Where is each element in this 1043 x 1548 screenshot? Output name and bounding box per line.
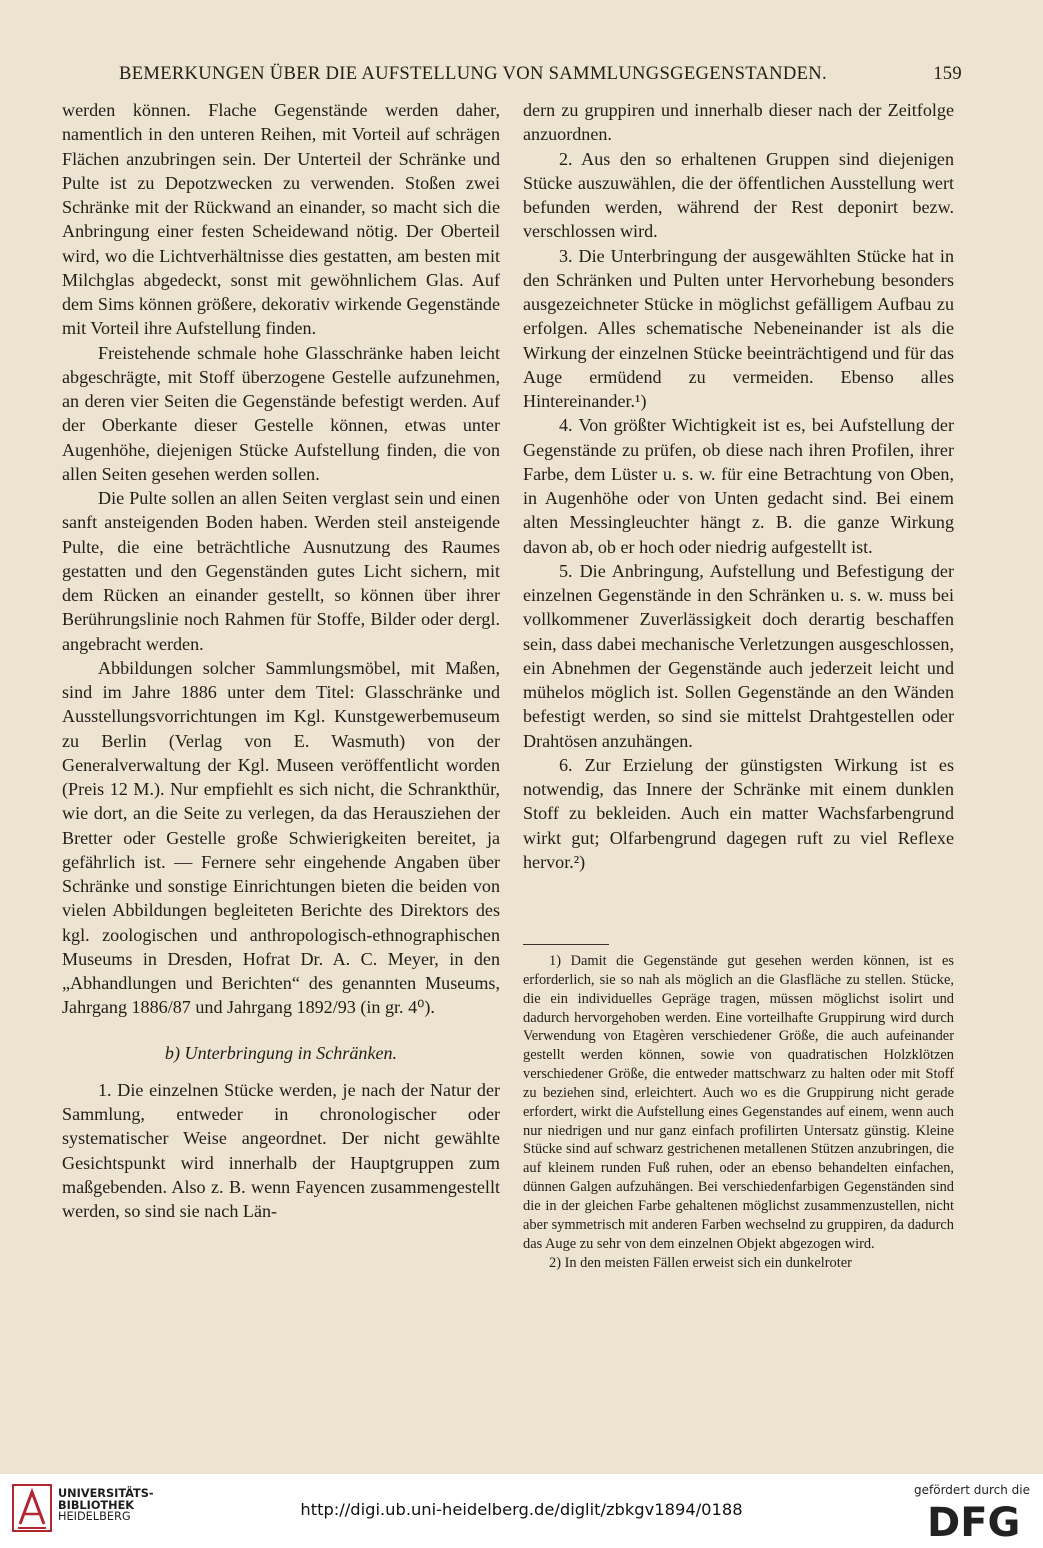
footnotes bbox=[523, 952, 954, 1272]
running-header bbox=[62, 61, 962, 89]
paragraph: Abbildungen solcher Sammlungsmöbel, mit Maßen, sind im Jahre 1886 unter dem Titel: Glasschränke und Ausstellungsvorrichtungen im Kgl. Kunstgewerbemuseum zu Berlin (Verlag von E. Wasmuth) von der Generalverwaltung der Kgl. Museen veröffentlicht worden (Preis 12 M.). Nur empfiehlt es sich nicht, die Schrankthür, wie dort, an die Seite zu verlegen, da das Herausziehen der Bretter oder Gestelle große Schwierigkeiten bereitet, ja gefährlich ist. — Fernere sehr eingehende Angaben über Schränke und sonstige Einrichtungen bieten die beiden von vielen Abbildungen begleiteten Berichte des Direktors des kgl. zoologischen und anthropologisch-ethnographischen Museums in Dresden, Hofrat Dr. A. C. Meyer, in den „Abhandlungen und Berichten“ des genannten Museums, Jahrgang 1886/87 und Jahrgang 1892/93 (in gr. 4⁰). bbox=[62, 657, 500, 1018]
paragraph: dern zu gruppiren und innerhalb dieser nach der Zeitfolge anzuordnen. bbox=[523, 100, 954, 145]
section-subheading: b) Unterbringung in Schränken. bbox=[164, 1042, 398, 1063]
paragraph: 3. Die Unterbringung der ausgewählten Stücke hat in den Schränken und Pulten unter Hervorhebung besonders ausgezeichneter Stücke in möglichst gefälligem Aufbau zu erfolgen. Alles schematische Nebeneinander ist als die Wirkung der einzelnen Stücke beeinträchtigend und für das Auge ermüdend zu vermeiden. Ebenso alles Hintereinander.¹) bbox=[523, 245, 954, 411]
footnote: 2) In den meisten Fällen erweist sich ein dunkelroter bbox=[549, 1254, 852, 1271]
permalink[interactable]: http://digi.ub.uni-heidelberg.de/diglit/zbkgv1894/0188 bbox=[300, 1500, 743, 1519]
right-column bbox=[523, 98, 954, 874]
library-name bbox=[58, 1488, 258, 1523]
paragraph: 4. Von größter Wichtigkeit ist es, bei Aufstellung der Gegenstände zu prüfen, ob diese nach ihren Profilen, ihrer Farbe, dem Lüster u. s. w. für eine Betrachtung von Oben, in Augenhöhe oder von Unten gedacht sind. Bei einem alten Messingleuchter hängt z. B. die ganze Wirkung davon ab, ob er hoch oder niedrig aufgestellt ist. bbox=[523, 415, 954, 557]
footnote: 1) Damit die Gegenstände gut gesehen werden können, ist es erforderlich, sie so nah als möglich an die Glasfläche zu stellen. Stücke, die ein individuelles Gepräge tragen, müssen möglichst isolirt und dadurch hervorgehoben werden. Eine vorteilhafte Gruppirung wird durch Verwendung von Etagèren verschiedener Größe, die auch aufeinander gestellt werden können, sowie von quadratischen Holzklötzen verschiedener Größe, die entweder mattschwarz zu halten oder mit Stoff zu beziehen sind, erleichtert. Auch wo es die Gruppirung nicht gerade erfordert, wirkt die Aufstellung eines Gegenstandes auf einem, wenn auch nur niedrigen und nur ganz einfach profilirten Untersatz günstig. Kleine Stücke sind auf schwarz gestrichenen metallenen Stützen anzubringen, die auf kleinem runden Fuß ruhen, oder an ebenso behandelten einfachen, dünnen Galgen aufzuhängen. Bei verschiedenfarbigen Gegenständen sind die in der gleichen Farbe gehaltenen möglichst zusammenzustellen, nicht aber symmetrisch mit anderen Farben wechselnd zu gruppiren, da dadurch das Auge zu sehr von dem einzelnen Objekt abgezogen wird. bbox=[523, 953, 954, 1252]
paragraph: Freistehende schmale hohe Glasschränke haben leicht abgeschrägte, mit Stoff überzogene Gestelle aufzunehmen, an deren vier Seiten die Gegenstände befestigt werden. Auf der Oberkante dieser Gestelle können, etwas unter Augenhöhe, diejenigen Stücke Aufstellung finden, die von allen Seiten gesehen werden sollen. bbox=[62, 342, 500, 484]
library-line: HEIDELBERG bbox=[58, 1510, 131, 1523]
page-number: 159 bbox=[933, 63, 962, 84]
library-line: UNIVERSITÄTS- bbox=[58, 1487, 154, 1500]
paragraph: 1. Die einzelnen Stücke werden, je nach der Natur der Sammlung, entweder in chronologischer oder systematischer Weise angeordnet. Der nicht gewählte Gesichtspunkt wird innerhalb der Hauptgruppen zum maßgebenden. Also z. B. wenn Fayencen zusammengestellt werden, so sind sie nach Län- bbox=[62, 1079, 500, 1221]
running-title: BEMERKUNGEN ÜBER DIE AUFSTELLUNG VON SAMMLUNGSGEGENSTANDEN. bbox=[119, 63, 827, 84]
paragraph: 5. Die Anbringung, Aufstellung und Befestigung der einzelnen Gegenstände in den Schränken u. s. w. muss bei vollkommener Zuverlässigkeit doch derartig beschaffen sein, dass dabei mechanische Verletzungen ausgeschlossen, ein Abnehmen der Gegenstände auch jederzeit leicht und mühelos möglich ist. Sollen Gegenstände an den Wänden befestigt werden, so sind sie mittelst Drahtgestellen oder Drahtösen anzuhängen. bbox=[523, 560, 954, 751]
paragraph: 2. Aus den so erhaltenen Gruppen sind diejenigen Stücke auszuwählen, die der öffentlichen Ausstellung wert befunden werden, während der Rest deponirt bezw. verschlossen wird. bbox=[523, 148, 954, 242]
funding-note: gefördert durch die bbox=[914, 1483, 1030, 1497]
paragraph: Die Pulte sollen an allen Seiten verglast sein und einen sanft ansteigenden Boden haben. Werden steil ansteigende Pulte, die eine beträchtliche Ausnutzung des Raumes gestatten und den Gegenständen gutes Licht sichern, mit dem Rücken an einander gestellt, so können über ihrer Berührungslinie noch Rahmen für Stoffe, Bilder oder dergl. angebracht werden. bbox=[62, 488, 500, 654]
footnote-divider bbox=[523, 944, 609, 945]
paragraph: 6. Zur Erzielung der günstigsten Wirkung ist es notwendig, das Innere der Schränke mit einem dunklen Stoff zu bekleiden. Auch ein matter Wachsfarbengrund wirkt gut; Olfarbengrund dagegen ruft zu viel Reflexe hervor.²) bbox=[523, 754, 954, 872]
left-column bbox=[62, 98, 500, 1223]
dfg-logo bbox=[927, 1500, 1031, 1540]
university-seal-icon bbox=[12, 1484, 52, 1532]
paragraph: werden können. Flache Gegenstände werden daher, namentlich in den unteren Reihen, mit Vorteil auf schrägen Flächen anzubringen sein. Der Unterteil der Schränke und Pulte ist zu Depotzwecken zu verwenden. Stoßen zwei Schränke mit der Rückwand an einander, so macht sich die Anbringung einer festen Scheidewand nötig. Der Oberteil wird, wo die Lichtverhältnisse dies gestatten, am besten mit Milchglas abgedeckt, sonst mit gewöhnlichem Glas. Auf dem Sims können größere, dekorativ wirkende Gegenstände mit Vorteil ihre Aufstellung finden. bbox=[62, 100, 500, 339]
library-line: BIBLIOTHEK bbox=[58, 1498, 135, 1512]
dfg-logo-text: DFG bbox=[927, 1500, 1021, 1540]
